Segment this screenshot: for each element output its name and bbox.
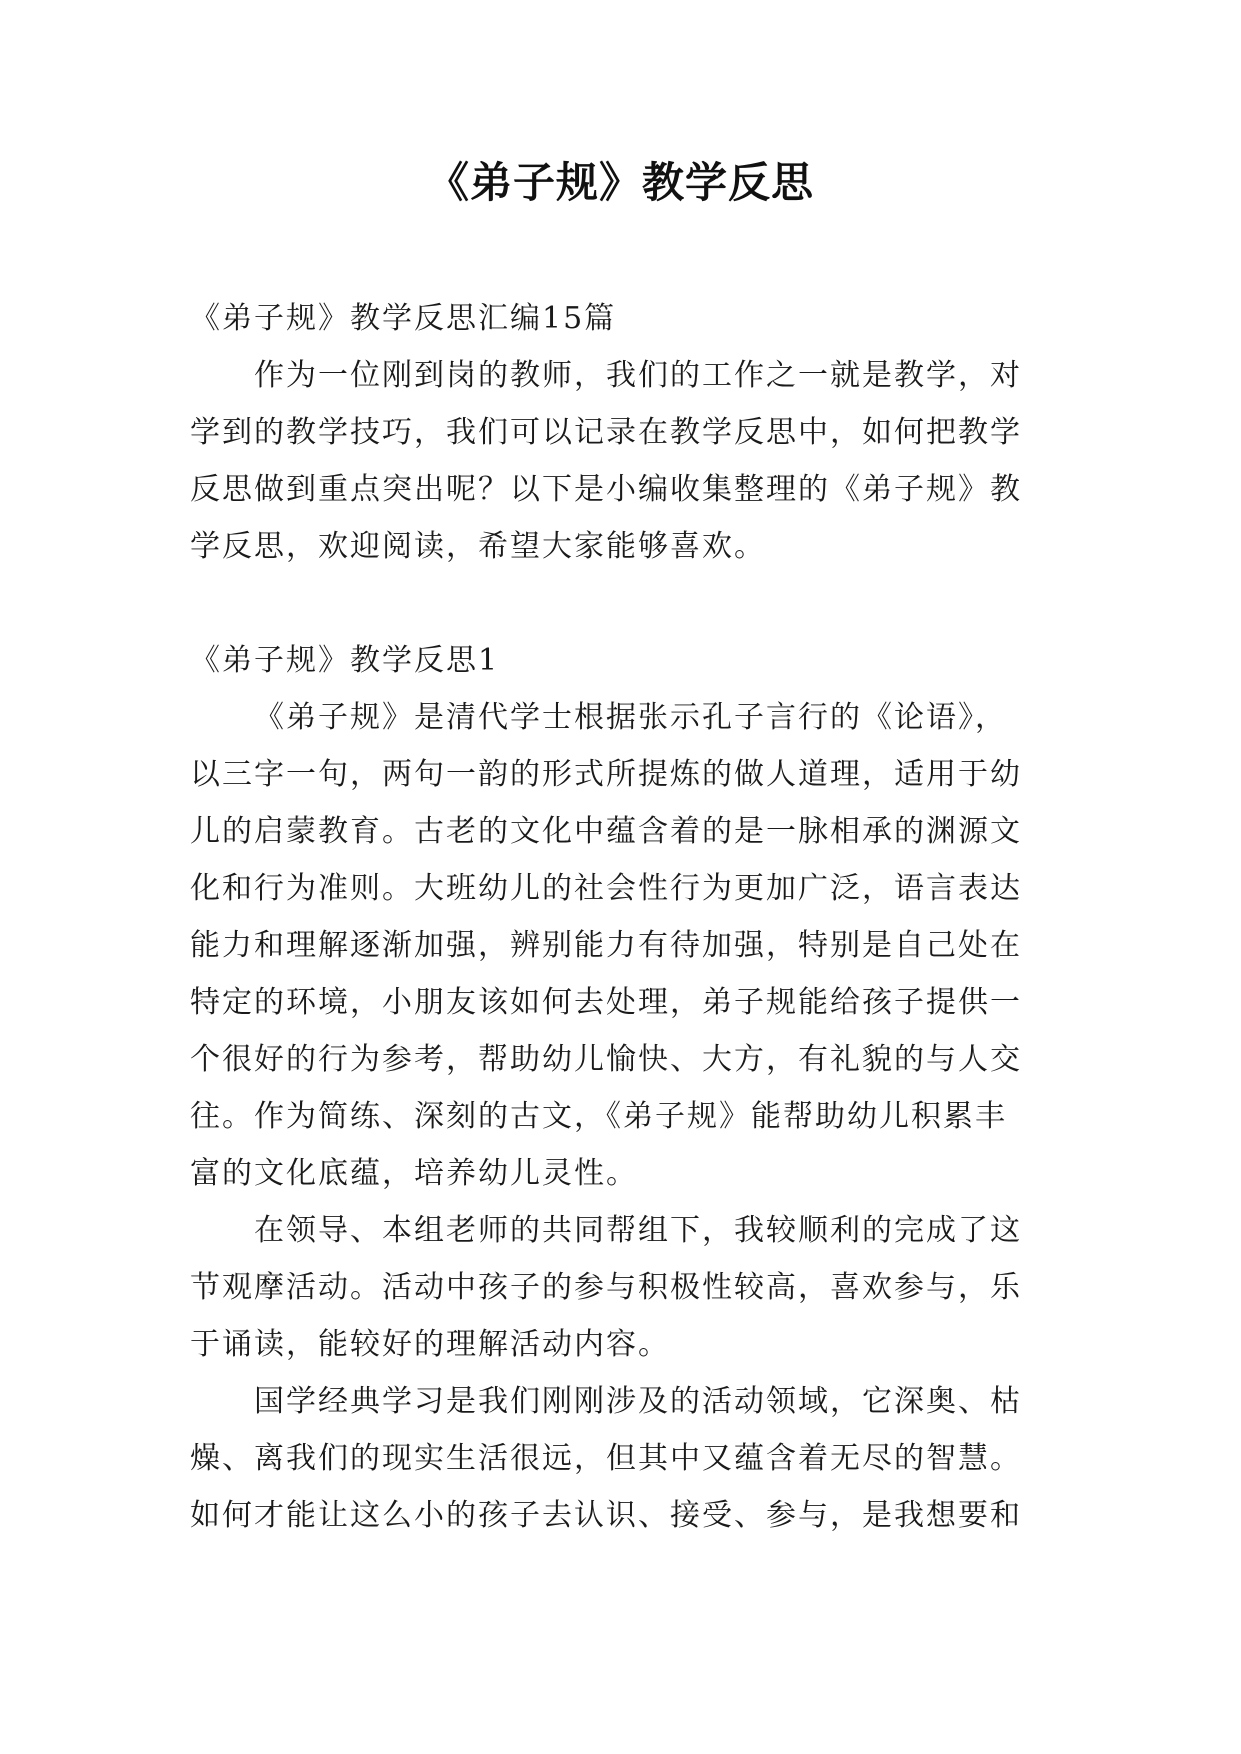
document-body xyxy=(190,290,1055,1544)
paragraph-line: 能力和理解逐渐加强，辨别能力有待加强，特别是自己处在 xyxy=(190,928,1022,963)
paragraph-line: 在领导、本组老师的共同帮组下，我较顺利的完成了这 xyxy=(254,1213,1022,1248)
paragraph-line: 儿的启蒙教育。古老的文化中蕴含着的是一脉相承的渊源文 xyxy=(190,814,1022,849)
paragraph-line: 富的文化底蕴，培养幼儿灵性。 xyxy=(190,1156,638,1191)
heading-text: 《弟子规》教学反思1 xyxy=(190,643,500,678)
paragraph-line: 特定的环境，小朋友该如何去处理，弟子规能给孩子提供一 xyxy=(190,985,1022,1020)
paragraph xyxy=(190,347,1055,575)
section-heading xyxy=(190,290,1055,347)
paragraph-line: 如何才能让这么小的孩子去认识、接受、参与，是我想要和 xyxy=(190,1498,1022,1533)
heading-text: 《弟子规》教学反思汇编15篇 xyxy=(190,301,617,336)
paragraph xyxy=(190,1202,1055,1373)
paragraph-line: 个很好的行为参考，帮助幼儿愉快、大方，有礼貌的与人交 xyxy=(190,1042,1022,1077)
paragraph-line: 国学经典学习是我们刚刚涉及的活动领域，它深奥、枯 xyxy=(254,1384,1022,1419)
paragraph-line: 于诵读，能较好的理解活动内容。 xyxy=(190,1327,670,1362)
blank-line xyxy=(190,575,1055,632)
paragraph-line: 化和行为准则。大班幼儿的社会性行为更加广泛，语言表达 xyxy=(190,871,1022,906)
paragraph-line: 《弟子规》是清代学士根据张示孔子言行的《论语》， xyxy=(254,700,1007,735)
document-title: 《弟子规》教学反思 xyxy=(426,158,814,207)
paragraph-line: 学反思，欢迎阅读，希望大家能够喜欢。 xyxy=(190,529,766,564)
section-heading xyxy=(190,632,1055,689)
paragraph-line: 往。作为简练、深刻的古文，《弟子规》能帮助幼儿积累丰 xyxy=(190,1099,1007,1134)
paragraph-line: 作为一位刚到岗的教师，我们的工作之一就是教学，对 xyxy=(254,358,1022,393)
paragraph-line: 学到的教学技巧，我们可以记录在教学反思中，如何把教学 xyxy=(190,415,1022,450)
paragraph xyxy=(190,1373,1055,1544)
paragraph-line: 燥、离我们的现实生活很远，但其中又蕴含着无尽的智慧。 xyxy=(190,1441,1022,1476)
paragraph-line: 节观摩活动。活动中孩子的参与积极性较高，喜欢参与，乐 xyxy=(190,1270,1022,1305)
paragraph-line: 以三字一句，两句一韵的形式所提炼的做人道理，适用于幼 xyxy=(190,757,1022,792)
paragraph-line: 反思做到重点突出呢？以下是小编收集整理的《弟子规》教 xyxy=(190,472,1022,507)
paragraph xyxy=(190,689,1055,1202)
